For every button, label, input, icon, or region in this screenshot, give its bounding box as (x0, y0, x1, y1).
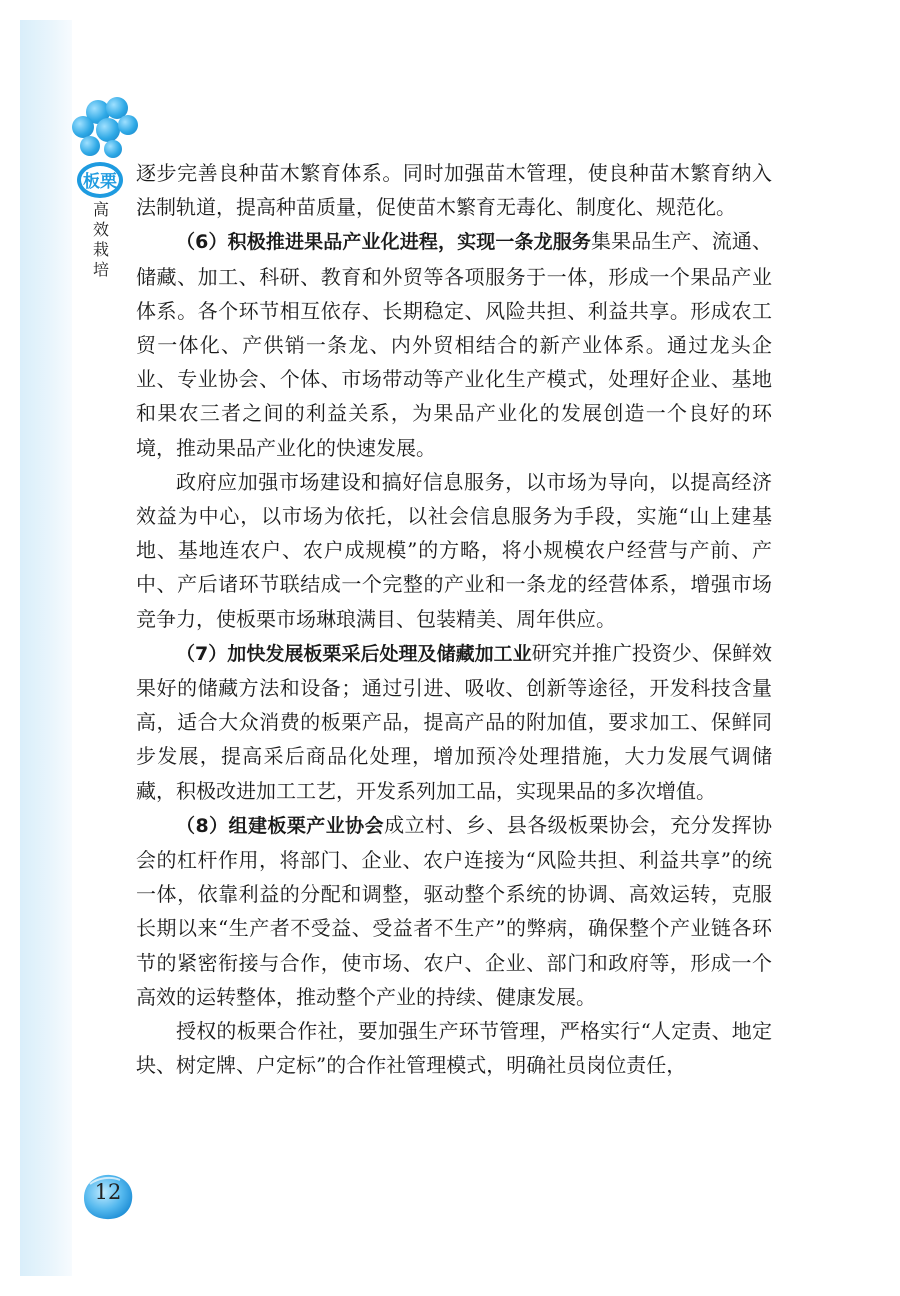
section-7-text: 研究并推广投资少、保鲜效果好的储藏方法和设备；通过引进、吸收、创新等途径，开发科技含量高，适合大众消费的板栗产品，提高产品的附加值，要求加工、保鲜同步发展，提高采后商品化处理，增加预冷处理措施，大力发展气调储藏，积极改进加工工艺，开发系列加工品，实现果品的多次增值。 (136, 640, 772, 803)
paragraph-intro: 逐步完善良种苗木繁育体系。同时加强苗木管理，使良种苗木繁育纳入法制轨道，提高种苗质量，促使苗木繁育无毒化、制度化、规范化。 (136, 161, 772, 220)
paragraph-government: 政府应加强市场建设和搞好信息服务，以市场为导向，以提高经济效益为中心，以市场为依托，以社会信息服务为手段，实施“山上建基地、基地连农户、农户成规模”的方略，将小规模农户经营与产前、产中、产后诸环节联结成一个完整的产业和一条龙的经营体系，增强市场竞争力，使板栗市场琳琅满目、包装精美、周年供应。 (136, 469, 772, 631)
section-6-heading: （6）积极推进果品产业化进程，实现一条龙服务 (176, 231, 591, 254)
paragraph-section-6 (136, 224, 772, 464)
side-band (20, 20, 72, 1276)
logo-badge (76, 160, 124, 200)
book-title-char: 效 (92, 220, 109, 239)
book-title-char: 培 (92, 260, 109, 279)
book-title-vertical (90, 200, 112, 280)
logo-text: 板栗 (83, 172, 117, 192)
paragraph-section-7 (136, 636, 772, 808)
paragraph-cooperative: 授权的板栗合作社，要加强生产环节管理，严格实行“人定责、地定块、树定牌、户定标”的合作社管理模式，明确社员岗位责任， (136, 1019, 772, 1078)
page-content (136, 156, 772, 1082)
book-title-char: 高 (92, 200, 109, 219)
section-7-heading: （7）加快发展板栗采后处理及储藏加工业 (176, 642, 532, 665)
paragraph-section-8 (136, 808, 772, 1014)
section-8-heading: （8）组建板栗产业协会 (176, 814, 385, 837)
section-6-text: 集果品生产、流通、储藏、加工、科研、教育和外贸等各项服务于一体，形成一个果品产业体系。各个环节相互依存、长期稳定、风险共担、利益共享。形成农工贸一体化、产供销一条龙、内外贸相结合的新产业体系。通过龙头企业、专业协会、个体、市场带动等产业化生产模式，处理好企业、基地和果农三者之间的利益关系，为果品产业化的发展创造一个良好的环境，推动果品产业化的快速发展。 (136, 229, 772, 460)
book-title-char: 栽 (92, 240, 109, 259)
page-number: 12 (94, 1180, 122, 1204)
section-8-text: 成立村、乡、县各级板栗协会，充分发挥协会的杠杆作用，将部门、企业、农户连接为“风险共担、利益共享”的统一体，依靠利益的分配和调整，驱动整个系统的协调、高效运转，克服长期以来“生产者不受益、受益者不生产”的弊病，确保整个产业链各环节的紧密衔接与合作，使市场、农户、企业、部门和政府等，形成一个高效的运转整体，推动整个产业的持续、健康发展。 (136, 812, 773, 1009)
page-number-badge (80, 1170, 136, 1222)
